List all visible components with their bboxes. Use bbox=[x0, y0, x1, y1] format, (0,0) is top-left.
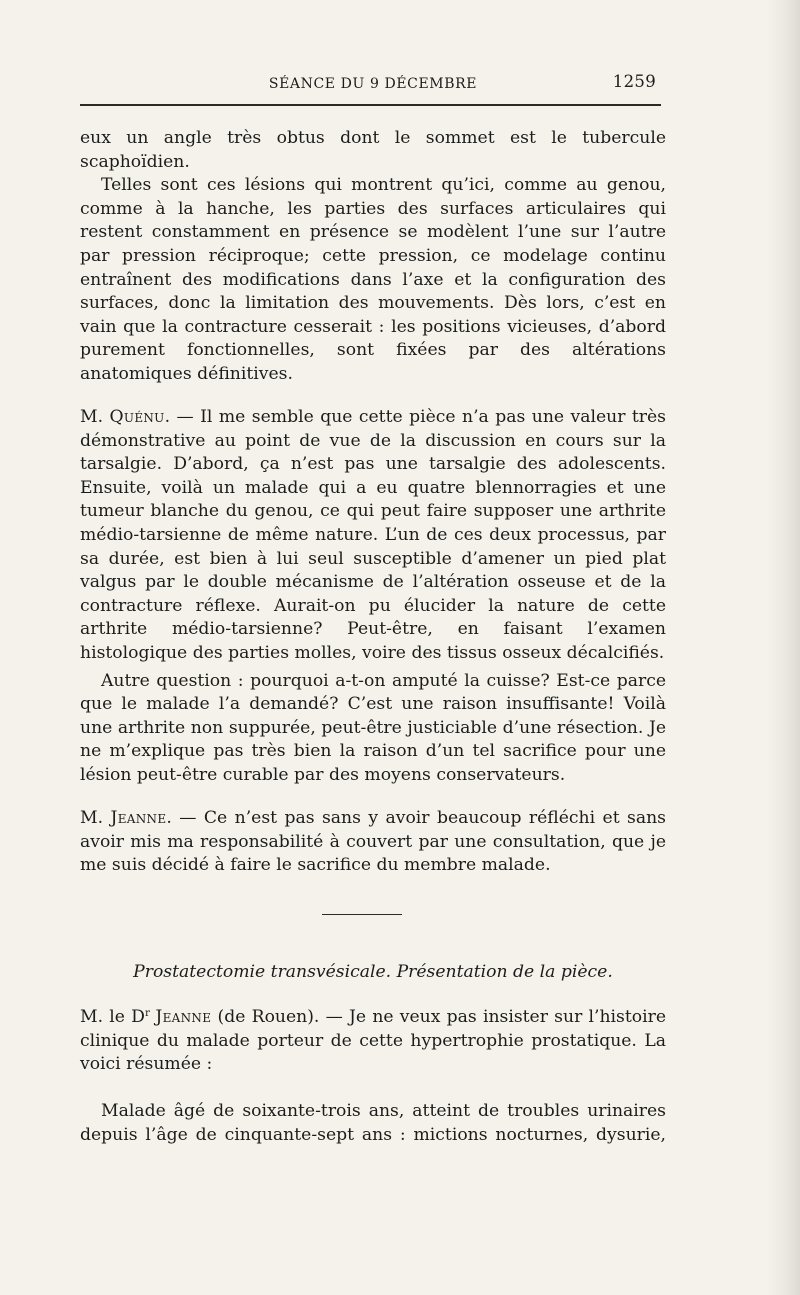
speaker-prefix: M. bbox=[80, 808, 111, 829]
speaker-name: Jeanne bbox=[155, 1006, 212, 1027]
paragraph-continuation: eux un angle très obtus dont le sommet est le tubercule scaphoïdien. bbox=[80, 128, 666, 172]
speech-text: (de Rouen). — Je ne veux pas insister sur l’histoire clinique du malade porteur de cette hypertrophie prostatique. La voici résumée : bbox=[80, 1006, 666, 1075]
paragraph-quenu bbox=[80, 406, 666, 666]
speaker-name: Jeanne bbox=[110, 808, 167, 829]
paragraph-lesions: Telles sont ces lésions qui montrent qu’ici, comme au genou, comme à la hanche, les parties des surfaces articulaires qui restent constamment en présence se modèlent l’une sur l’autre par pression réciproque; cette pression, ce modelage continu entraînent des modifications dans l’axe et la configuration des surfaces, donc la limitation des mouvements. Dès lors, c’est en vain que la contracture cesserait : les positions vicieuses, d’abord purement fonctionnelles, sont fixées par des altérations anatomiques définitives. bbox=[80, 175, 666, 384]
speaker-prefix: M. le D bbox=[80, 1006, 145, 1027]
page-body bbox=[80, 127, 666, 1147]
paragraph-jeanne-rouen bbox=[80, 1006, 666, 1077]
speech-text: . — Il me semble que cette pièce n’a pas une valeur très démonstrative au point de vue de la discussion en cours sur la tarsalgie. D’abord, ça n’est pas une tarsalgie des adolescents. Ensuite, voilà un malade qui a eu quatre blennorragies et une tumeur blanche du genou, ce qui peut faire supposer une arthrite médio-tarsienne de même nature. L’un de ces deux processus, par sa durée, est bien à lui seul susceptible d’amener un pied plat valgus par le double mécanisme de l’altération osseuse et de la contracture réflexe. Aurait-on pu élucider la nature de cette arthrite médio-tarsienne? Peut-être, en faisant l’examen histologique des parties molles, voire des tissus osseux décalcifiés. bbox=[80, 407, 667, 663]
running-title: SÉANCE DU 9 DÉCEMBRE bbox=[268, 76, 478, 92]
paragraph-autre-question: Autre question : pourquoi a-t-on amputé la cuisse? Est-ce parce que le malade l’a demandé? C’est une raison insuffisante! Voilà une arthrite non suppurée, peut-être justiciable d’une résection. Je ne m’explique pas très bien la raison d’un tel sacrifice pour une lésion peut-être curable par des moyens conservateurs. bbox=[80, 670, 666, 785]
title-superscript: r bbox=[144, 1006, 150, 1019]
header-rule bbox=[80, 104, 661, 106]
page-number: 1259 bbox=[612, 72, 656, 91]
paragraph-malade: Malade âgé de soixante-trois ans, atteint de troubles urinaires depuis l’âge de cinquante-sept ans : mictions nocturnes, dysurie, bbox=[80, 1101, 666, 1145]
section-title: Prostatectomie transvésicale. Présentation de la pièce. bbox=[133, 962, 613, 983]
page-edge-shadow bbox=[766, 0, 800, 1295]
speaker-prefix: M. bbox=[80, 407, 110, 428]
section-separator bbox=[322, 914, 402, 916]
paragraph-jeanne bbox=[80, 807, 666, 878]
speaker-name: Quénu bbox=[109, 407, 165, 428]
speech-text: . — Ce n’est pas sans y avoir beaucoup réfléchi et sans avoir mis ma responsabilité à couvert par une consultation, que je me suis décidé à faire le sacrifice du membre malade. bbox=[80, 808, 667, 876]
